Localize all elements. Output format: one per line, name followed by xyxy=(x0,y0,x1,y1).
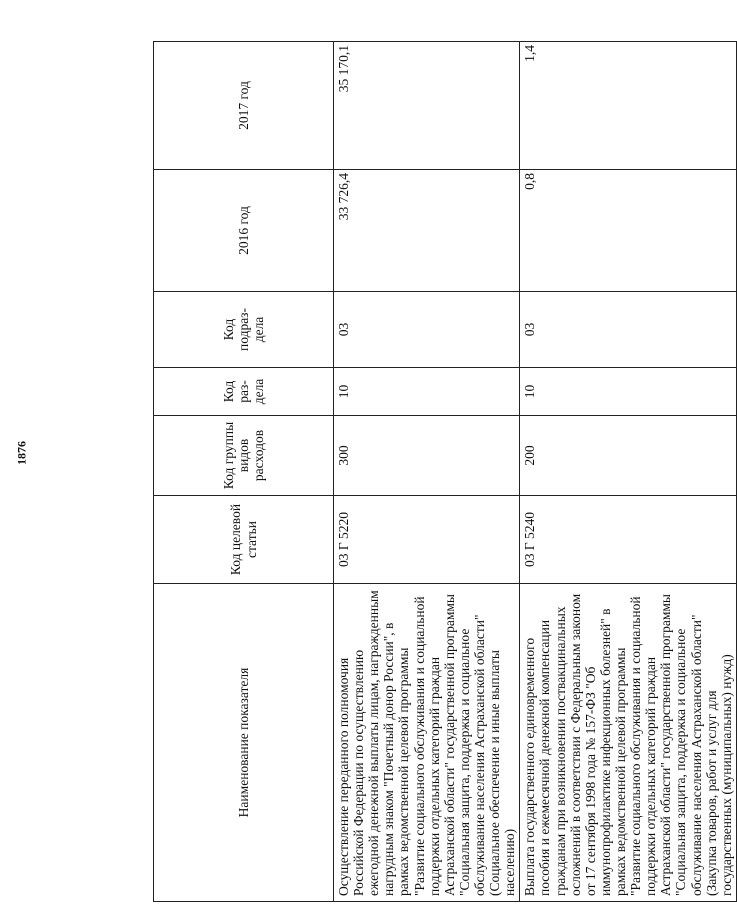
header-2016: 2016 год xyxy=(154,170,334,292)
header-section: Код раз-дела xyxy=(154,368,334,416)
row-expense-group: 300 xyxy=(334,416,520,496)
row-section: 10 xyxy=(334,368,520,416)
table-row xyxy=(334,42,520,902)
row-2017-value: 1,4 xyxy=(520,42,737,170)
row-name: Осуществление переданного полномочия Российской Федерации по осуществлению ежегодной денежной выплаты лицам, награжденным нагрудным знаком "Почетный донор России", в рамках ведомственной целевой программы "Развитие социального обслуживания и социальной поддержки отдельных категорий граждан Астраханской области" государственной программы "Социальная защита, поддержка и социальное обслуживание населения Астраханской области" (Социальное обеспечение и иные выплаты населению) xyxy=(334,584,520,902)
row-target-article: 03 Г 5220 xyxy=(334,496,520,584)
header-expense-group: Код группы видов расходов xyxy=(154,416,334,496)
budget-table xyxy=(153,41,737,902)
header-name: Наименование показателя xyxy=(154,584,334,902)
row-subsection: 03 xyxy=(334,292,520,368)
row-2016-value: 0,8 xyxy=(520,170,737,292)
row-expense-group: 200 xyxy=(520,416,737,496)
row-2017-value: 35 170,1 xyxy=(334,42,520,170)
row-subsection: 03 xyxy=(520,292,737,368)
header-2017: 2017 год xyxy=(154,42,334,170)
row-name: Выплата государственного единовременного пособия и ежемесячной денежной компенсации гражданам при возникновении поствакцинальных осложнений в соответствии с Федеральным законом от 17 сентября 1998 года № 157-ФЗ "Об иммунопрофилактике инфекционных болезней" в рамках ведомственной целевой программы "Развитие социального обслуживания и социальной поддержки отдельных категорий граждан Астраханской области" государственной программы "Социальная защита, поддержка и социальное обслуживание населения Астраханской области" (Закупка товаров, работ и услуг для государственных (муниципальных) нужд) xyxy=(520,584,737,902)
row-2016-value: 33 726,4 xyxy=(334,170,520,292)
header-target-article: Код целевой статьи xyxy=(154,496,334,584)
page-number: 1876 xyxy=(14,441,29,465)
table-header-row xyxy=(154,42,334,902)
row-target-article: 03 Г 5240 xyxy=(520,496,737,584)
table-row xyxy=(520,42,737,902)
budget-table-container xyxy=(153,42,734,902)
header-subsection: Код подраз-дела xyxy=(154,292,334,368)
row-section: 10 xyxy=(520,368,737,416)
